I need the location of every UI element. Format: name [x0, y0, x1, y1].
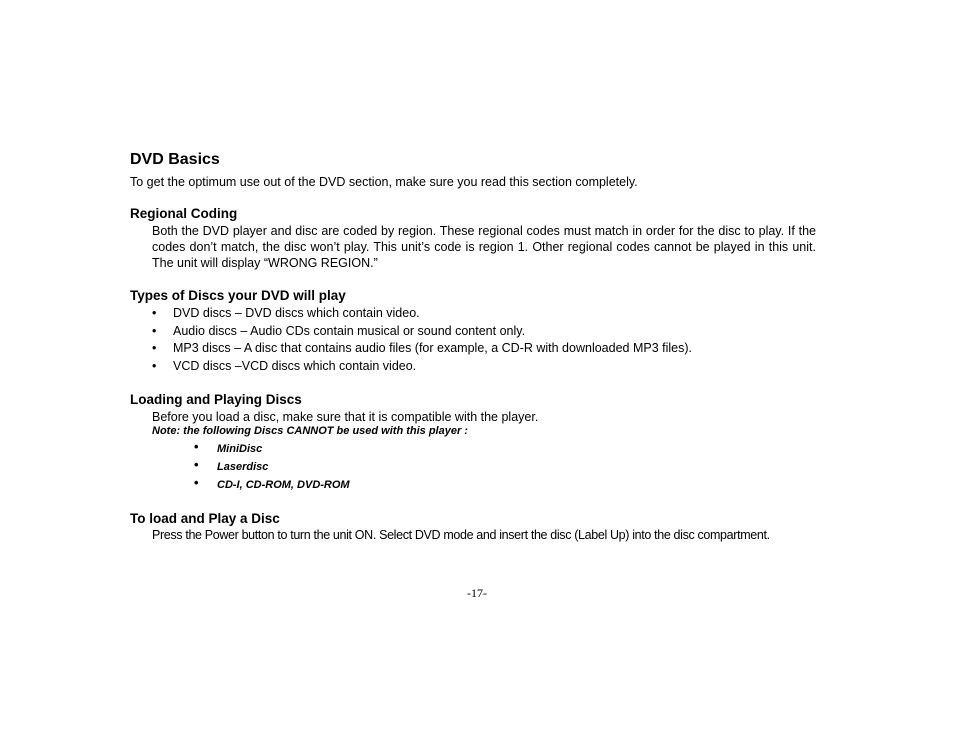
page-title: DVD Basics [130, 151, 220, 168]
incompatible-discs-list [130, 440, 816, 494]
page-number: -17- [467, 586, 487, 600]
section-load-play [130, 511, 816, 543]
manual-page [130, 150, 816, 543]
section-regional-coding [130, 206, 816, 271]
list-item: • VCD discs –VCD discs which contain video. [130, 358, 816, 376]
bullet-icon: • [194, 439, 199, 454]
loading-playing-heading: Loading and Playing Discs [130, 392, 302, 407]
bullet-icon: • [152, 358, 157, 373]
section-loading-playing [130, 392, 816, 494]
intro-text: To get the optimum use out of the DVD section, make sure you read this section completely. [130, 175, 638, 189]
list-item: • CD-I, CD-ROM, DVD-ROM [194, 475, 350, 491]
section-disc-types [130, 288, 816, 375]
bullet-icon: • [152, 306, 157, 320]
list-item: • MiniDisc [194, 439, 263, 455]
bullet-icon: • [194, 457, 199, 472]
loading-playing-text: Before you load a disc, make sure that it is compatible with the player. [152, 410, 539, 424]
regional-coding-text: Both the DVD player and disc are coded by region. These regional codes must match in order for the disc to play. If the codes don’t match, the disc won’t play. This unit’s code is region 1. Other regional codes cannot be played in this unit. The unit will display “WRONG REGION.” [152, 224, 816, 270]
disc-types-heading: Types of Discs your DVD will play [130, 288, 346, 303]
incompatible-note: Note: the following Discs CANNOT be used with this player : [152, 425, 468, 437]
bullet-icon: • [194, 475, 199, 490]
load-play-text: Press the Power button to turn the unit ON. Select DVD mode and insert the disc (Label Up) into the disc compartment. [152, 528, 770, 542]
load-play-heading: To load and Play a Disc [130, 511, 280, 526]
list-item: • Audio discs – Audio CDs contain musical or sound content only. [130, 323, 816, 341]
list-item: • MP3 discs – A disc that contains audio files (for example, a CD-R with downloaded MP3 files). [130, 340, 816, 358]
bullet-icon: • [152, 323, 157, 338]
regional-coding-heading: Regional Coding [130, 206, 238, 221]
disc-types-list [130, 305, 816, 375]
list-item: • Laserdisc [194, 457, 269, 473]
list-item: • DVD discs – DVD discs which contain video. [130, 305, 816, 323]
bullet-icon: • [152, 341, 157, 355]
